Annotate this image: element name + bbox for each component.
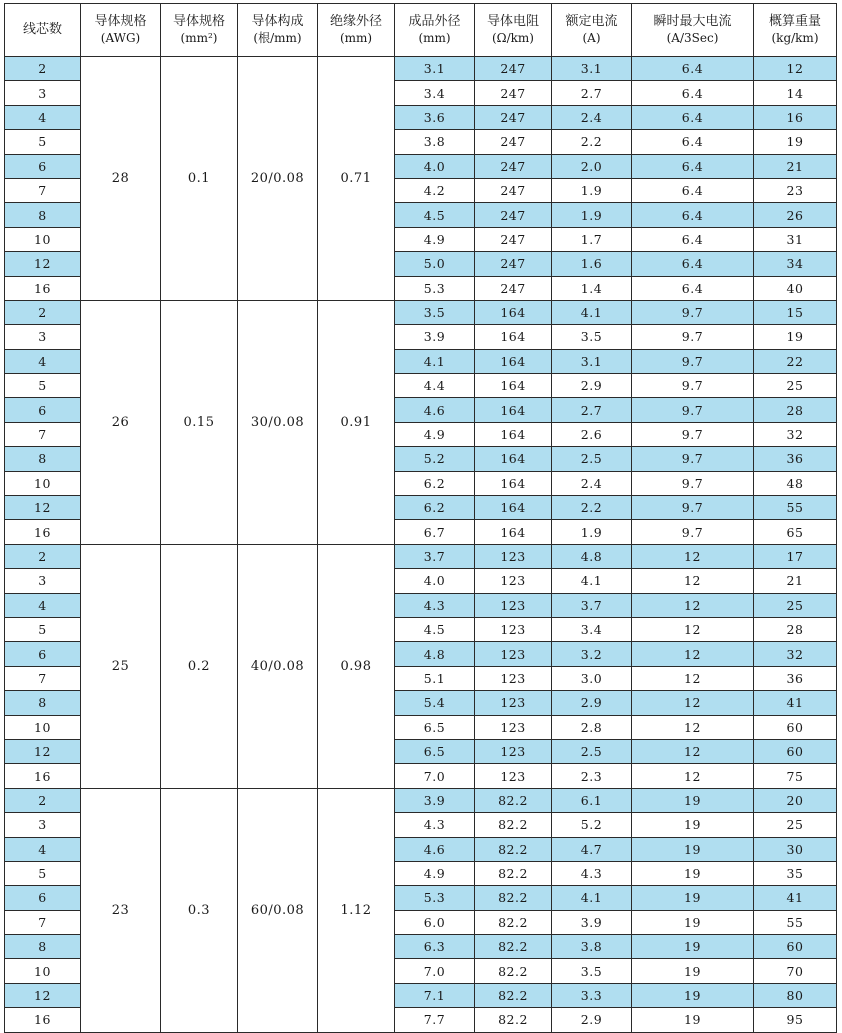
cell-rated-current: 3.3 [552,983,632,1007]
cell-cores: 4 [5,593,81,617]
cell-resistance: 123 [475,617,552,641]
cell-peak-current: 12 [632,739,754,763]
cell-weight: 41 [754,886,837,910]
cell-cores: 6 [5,154,81,178]
table-row [5,544,837,568]
cell-rated-current: 2.2 [552,130,632,154]
cell-resistance: 123 [475,764,552,788]
cell-peak-current: 19 [632,935,754,959]
cell-construction: 60/0.08 [238,788,318,1032]
cell-rated-current: 2.5 [552,739,632,763]
cell-resistance: 82.2 [475,788,552,812]
cell-cores: 10 [5,471,81,495]
cell-outer-diameter: 6.7 [395,520,475,544]
cell-resistance: 247 [475,81,552,105]
cell-cores: 2 [5,57,81,81]
cell-resistance: 123 [475,642,552,666]
cell-outer-diameter: 4.0 [395,154,475,178]
header-resistance: 导体电阻 (Ω/km) [475,4,552,57]
cell-weight: 65 [754,520,837,544]
cell-peak-current: 12 [632,715,754,739]
cell-peak-current: 12 [632,617,754,641]
cell-weight: 75 [754,764,837,788]
cell-rated-current: 2.4 [552,105,632,129]
cell-weight: 30 [754,837,837,861]
cell-rated-current: 2.4 [552,471,632,495]
cell-peak-current: 19 [632,886,754,910]
cell-rated-current: 2.5 [552,447,632,471]
cell-rated-current: 1.9 [552,203,632,227]
header-construction: 导体构成 (根/mm) [238,4,318,57]
cell-outer-diameter: 3.5 [395,300,475,324]
cell-rated-current: 3.9 [552,910,632,934]
cell-cores: 6 [5,642,81,666]
cell-outer-diameter: 4.6 [395,837,475,861]
cell-outer-diameter: 4.8 [395,642,475,666]
cell-rated-current: 3.1 [552,57,632,81]
cell-peak-current: 19 [632,910,754,934]
cell-resistance: 164 [475,471,552,495]
table-row [5,300,837,324]
cell-rated-current: 3.1 [552,349,632,373]
cell-resistance: 164 [475,496,552,520]
cell-rated-current: 2.9 [552,374,632,398]
cell-cores: 7 [5,178,81,202]
cell-weight: 26 [754,203,837,227]
cell-resistance: 247 [475,105,552,129]
cell-peak-current: 6.4 [632,105,754,129]
cable-spec-table [4,3,837,1033]
cell-weight: 41 [754,691,837,715]
cell-construction: 40/0.08 [238,544,318,788]
cell-weight: 16 [754,105,837,129]
cell-weight: 60 [754,715,837,739]
cell-weight: 55 [754,496,837,520]
cell-rated-current: 1.4 [552,276,632,300]
cell-rated-current: 3.5 [552,325,632,349]
cell-peak-current: 12 [632,544,754,568]
cell-cores: 2 [5,300,81,324]
cell-resistance: 82.2 [475,935,552,959]
cell-weight: 80 [754,983,837,1007]
cell-peak-current: 12 [632,691,754,715]
cell-resistance: 123 [475,666,552,690]
cell-weight: 20 [754,788,837,812]
cell-outer-diameter: 3.4 [395,81,475,105]
cell-outer-diameter: 3.1 [395,57,475,81]
cell-outer-diameter: 4.2 [395,178,475,202]
cell-weight: 15 [754,300,837,324]
cell-resistance: 247 [475,154,552,178]
cell-resistance: 164 [475,520,552,544]
cell-outer-diameter: 4.1 [395,349,475,373]
cell-cores: 8 [5,447,81,471]
cell-outer-diameter: 3.9 [395,788,475,812]
cell-resistance: 123 [475,544,552,568]
cell-rated-current: 2.9 [552,691,632,715]
cell-cores: 12 [5,739,81,763]
cell-rated-current: 3.5 [552,959,632,983]
header-row [5,4,837,57]
cell-resistance: 82.2 [475,837,552,861]
cell-weight: 35 [754,861,837,885]
cell-cores: 7 [5,910,81,934]
cell-cores: 6 [5,398,81,422]
cell-resistance: 164 [475,300,552,324]
cell-peak-current: 19 [632,959,754,983]
cell-mm2: 0.2 [161,544,238,788]
cell-weight: 60 [754,739,837,763]
cell-rated-current: 4.8 [552,544,632,568]
cell-weight: 36 [754,447,837,471]
cell-weight: 32 [754,642,837,666]
cell-weight: 32 [754,422,837,446]
cell-outer-diameter: 3.7 [395,544,475,568]
table-header [5,4,837,57]
cell-outer-diameter: 5.3 [395,276,475,300]
cell-peak-current: 9.7 [632,398,754,422]
cell-peak-current: 9.7 [632,520,754,544]
cell-rated-current: 3.2 [552,642,632,666]
cell-resistance: 123 [475,691,552,715]
cell-cores: 2 [5,544,81,568]
cell-insulation: 0.98 [318,544,395,788]
cell-rated-current: 1.7 [552,227,632,251]
cell-peak-current: 19 [632,983,754,1007]
cell-cores: 7 [5,666,81,690]
cell-outer-diameter: 4.9 [395,861,475,885]
cell-resistance: 82.2 [475,813,552,837]
cell-outer-diameter: 5.0 [395,252,475,276]
cell-construction: 20/0.08 [238,57,318,301]
cell-rated-current: 4.1 [552,300,632,324]
cell-resistance: 164 [475,325,552,349]
cell-weight: 25 [754,374,837,398]
cell-weight: 19 [754,130,837,154]
cell-peak-current: 12 [632,764,754,788]
cell-cores: 3 [5,81,81,105]
cell-resistance: 82.2 [475,886,552,910]
cell-weight: 70 [754,959,837,983]
cell-peak-current: 9.7 [632,374,754,398]
cell-insulation: 1.12 [318,788,395,1032]
cell-peak-current: 12 [632,593,754,617]
cell-cores: 16 [5,1008,81,1032]
cell-cores: 5 [5,861,81,885]
cell-peak-current: 9.7 [632,496,754,520]
cell-weight: 25 [754,813,837,837]
table-body [5,57,837,1033]
cell-peak-current: 6.4 [632,130,754,154]
cell-resistance: 164 [475,398,552,422]
cell-insulation: 0.91 [318,300,395,544]
cell-rated-current: 2.7 [552,398,632,422]
cell-peak-current: 6.4 [632,57,754,81]
cell-weight: 40 [754,276,837,300]
cell-weight: 95 [754,1008,837,1032]
cell-weight: 31 [754,227,837,251]
cell-outer-diameter: 5.4 [395,691,475,715]
cell-cores: 8 [5,691,81,715]
cell-insulation: 0.71 [318,57,395,301]
cell-rated-current: 3.7 [552,593,632,617]
cell-cores: 5 [5,374,81,398]
cell-resistance: 164 [475,349,552,373]
cell-resistance: 123 [475,739,552,763]
cell-rated-current: 2.2 [552,496,632,520]
cell-resistance: 247 [475,227,552,251]
cell-rated-current: 5.2 [552,813,632,837]
cell-peak-current: 6.4 [632,178,754,202]
cell-outer-diameter: 4.3 [395,813,475,837]
cell-weight: 28 [754,617,837,641]
header-weight: 概算重量 (kg/km) [754,4,837,57]
cell-outer-diameter: 4.5 [395,617,475,641]
cell-peak-current: 9.7 [632,471,754,495]
cell-peak-current: 19 [632,1008,754,1032]
cell-cores: 6 [5,886,81,910]
cell-mm2: 0.15 [161,300,238,544]
cell-awg: 23 [81,788,161,1032]
cell-peak-current: 9.7 [632,325,754,349]
cell-cores: 2 [5,788,81,812]
cell-outer-diameter: 5.3 [395,886,475,910]
cell-resistance: 247 [475,276,552,300]
cell-cores: 16 [5,764,81,788]
cell-outer-diameter: 3.6 [395,105,475,129]
cell-rated-current: 4.3 [552,861,632,885]
cell-outer-diameter: 4.9 [395,227,475,251]
header-cores: 线芯数 [5,4,81,57]
cell-outer-diameter: 6.3 [395,935,475,959]
cell-weight: 14 [754,81,837,105]
cell-cores: 8 [5,935,81,959]
cell-outer-diameter: 4.0 [395,569,475,593]
cell-peak-current: 12 [632,642,754,666]
cell-cores: 4 [5,837,81,861]
cell-peak-current: 9.7 [632,300,754,324]
cell-weight: 21 [754,569,837,593]
cell-rated-current: 6.1 [552,788,632,812]
cell-awg: 25 [81,544,161,788]
cell-construction: 30/0.08 [238,300,318,544]
cell-rated-current: 3.8 [552,935,632,959]
cell-rated-current: 4.7 [552,837,632,861]
cell-resistance: 247 [475,203,552,227]
cell-peak-current: 9.7 [632,422,754,446]
cell-weight: 21 [754,154,837,178]
cell-outer-diameter: 6.5 [395,715,475,739]
cell-resistance: 123 [475,593,552,617]
cell-outer-diameter: 7.0 [395,764,475,788]
cell-cores: 4 [5,105,81,129]
header-insulation: 绝缘外径 (mm) [318,4,395,57]
cell-rated-current: 1.9 [552,520,632,544]
cell-cores: 16 [5,520,81,544]
cell-outer-diameter: 6.2 [395,496,475,520]
cell-weight: 36 [754,666,837,690]
cell-rated-current: 2.6 [552,422,632,446]
cell-rated-current: 1.9 [552,178,632,202]
cell-resistance: 82.2 [475,910,552,934]
cell-peak-current: 6.4 [632,203,754,227]
cell-resistance: 247 [475,252,552,276]
cell-rated-current: 2.0 [552,154,632,178]
cell-weight: 55 [754,910,837,934]
cell-rated-current: 2.9 [552,1008,632,1032]
cell-mm2: 0.3 [161,788,238,1032]
cell-awg: 26 [81,300,161,544]
cell-cores: 12 [5,496,81,520]
cell-cores: 10 [5,959,81,983]
cell-weight: 22 [754,349,837,373]
cell-peak-current: 6.4 [632,276,754,300]
cell-cores: 16 [5,276,81,300]
cell-resistance: 123 [475,569,552,593]
cell-cores: 3 [5,569,81,593]
cell-outer-diameter: 3.9 [395,325,475,349]
cell-rated-current: 1.6 [552,252,632,276]
cell-outer-diameter: 4.5 [395,203,475,227]
cell-rated-current: 3.0 [552,666,632,690]
cell-outer-diameter: 4.9 [395,422,475,446]
cell-awg: 28 [81,57,161,301]
cell-cores: 10 [5,715,81,739]
cell-rated-current: 4.1 [552,569,632,593]
cell-resistance: 164 [475,374,552,398]
cell-outer-diameter: 4.6 [395,398,475,422]
cell-peak-current: 6.4 [632,81,754,105]
cell-weight: 25 [754,593,837,617]
cell-resistance: 247 [475,57,552,81]
cell-peak-current: 19 [632,837,754,861]
cell-resistance: 247 [475,130,552,154]
cell-resistance: 164 [475,422,552,446]
cell-rated-current: 2.7 [552,81,632,105]
cell-weight: 23 [754,178,837,202]
cell-outer-diameter: 6.0 [395,910,475,934]
header-peak-current: 瞬时最大电流 (A/3Sec) [632,4,754,57]
cell-cores: 7 [5,422,81,446]
header-outer-diameter: 成品外径 (mm) [395,4,475,57]
cell-peak-current: 9.7 [632,349,754,373]
cell-peak-current: 6.4 [632,154,754,178]
header-rated-current: 额定电流 (A) [552,4,632,57]
cell-peak-current: 12 [632,569,754,593]
cell-resistance: 82.2 [475,959,552,983]
cell-rated-current: 2.8 [552,715,632,739]
cell-resistance: 247 [475,178,552,202]
cell-cores: 3 [5,325,81,349]
cell-peak-current: 19 [632,788,754,812]
cell-cores: 5 [5,617,81,641]
cell-cores: 5 [5,130,81,154]
cell-outer-diameter: 7.0 [395,959,475,983]
header-awg: 导体规格 (AWG) [81,4,161,57]
cell-outer-diameter: 4.4 [395,374,475,398]
cell-outer-diameter: 4.3 [395,593,475,617]
cell-rated-current: 4.1 [552,886,632,910]
cell-mm2: 0.1 [161,57,238,301]
cell-weight: 28 [754,398,837,422]
cell-rated-current: 2.3 [552,764,632,788]
table-row [5,788,837,812]
cell-peak-current: 6.4 [632,227,754,251]
cell-cores: 8 [5,203,81,227]
cell-peak-current: 19 [632,813,754,837]
cell-peak-current: 9.7 [632,447,754,471]
cell-weight: 17 [754,544,837,568]
cell-outer-diameter: 7.1 [395,983,475,1007]
cell-outer-diameter: 6.2 [395,471,475,495]
cell-peak-current: 12 [632,666,754,690]
spec-table-container [4,3,837,1033]
cell-cores: 3 [5,813,81,837]
cell-resistance: 164 [475,447,552,471]
cell-weight: 60 [754,935,837,959]
header-mm2: 导体规格 (mm²) [161,4,238,57]
cell-outer-diameter: 7.7 [395,1008,475,1032]
cell-weight: 19 [754,325,837,349]
cell-cores: 12 [5,252,81,276]
cell-outer-diameter: 3.8 [395,130,475,154]
cell-outer-diameter: 5.1 [395,666,475,690]
cell-cores: 12 [5,983,81,1007]
cell-outer-diameter: 6.5 [395,739,475,763]
cell-cores: 10 [5,227,81,251]
cell-cores: 4 [5,349,81,373]
cell-outer-diameter: 5.2 [395,447,475,471]
cell-resistance: 82.2 [475,983,552,1007]
cell-resistance: 82.2 [475,861,552,885]
cell-rated-current: 3.4 [552,617,632,641]
cell-weight: 48 [754,471,837,495]
table-row [5,57,837,81]
cell-weight: 34 [754,252,837,276]
cell-resistance: 82.2 [475,1008,552,1032]
cell-resistance: 123 [475,715,552,739]
cell-weight: 12 [754,57,837,81]
cell-peak-current: 19 [632,861,754,885]
cell-peak-current: 6.4 [632,252,754,276]
